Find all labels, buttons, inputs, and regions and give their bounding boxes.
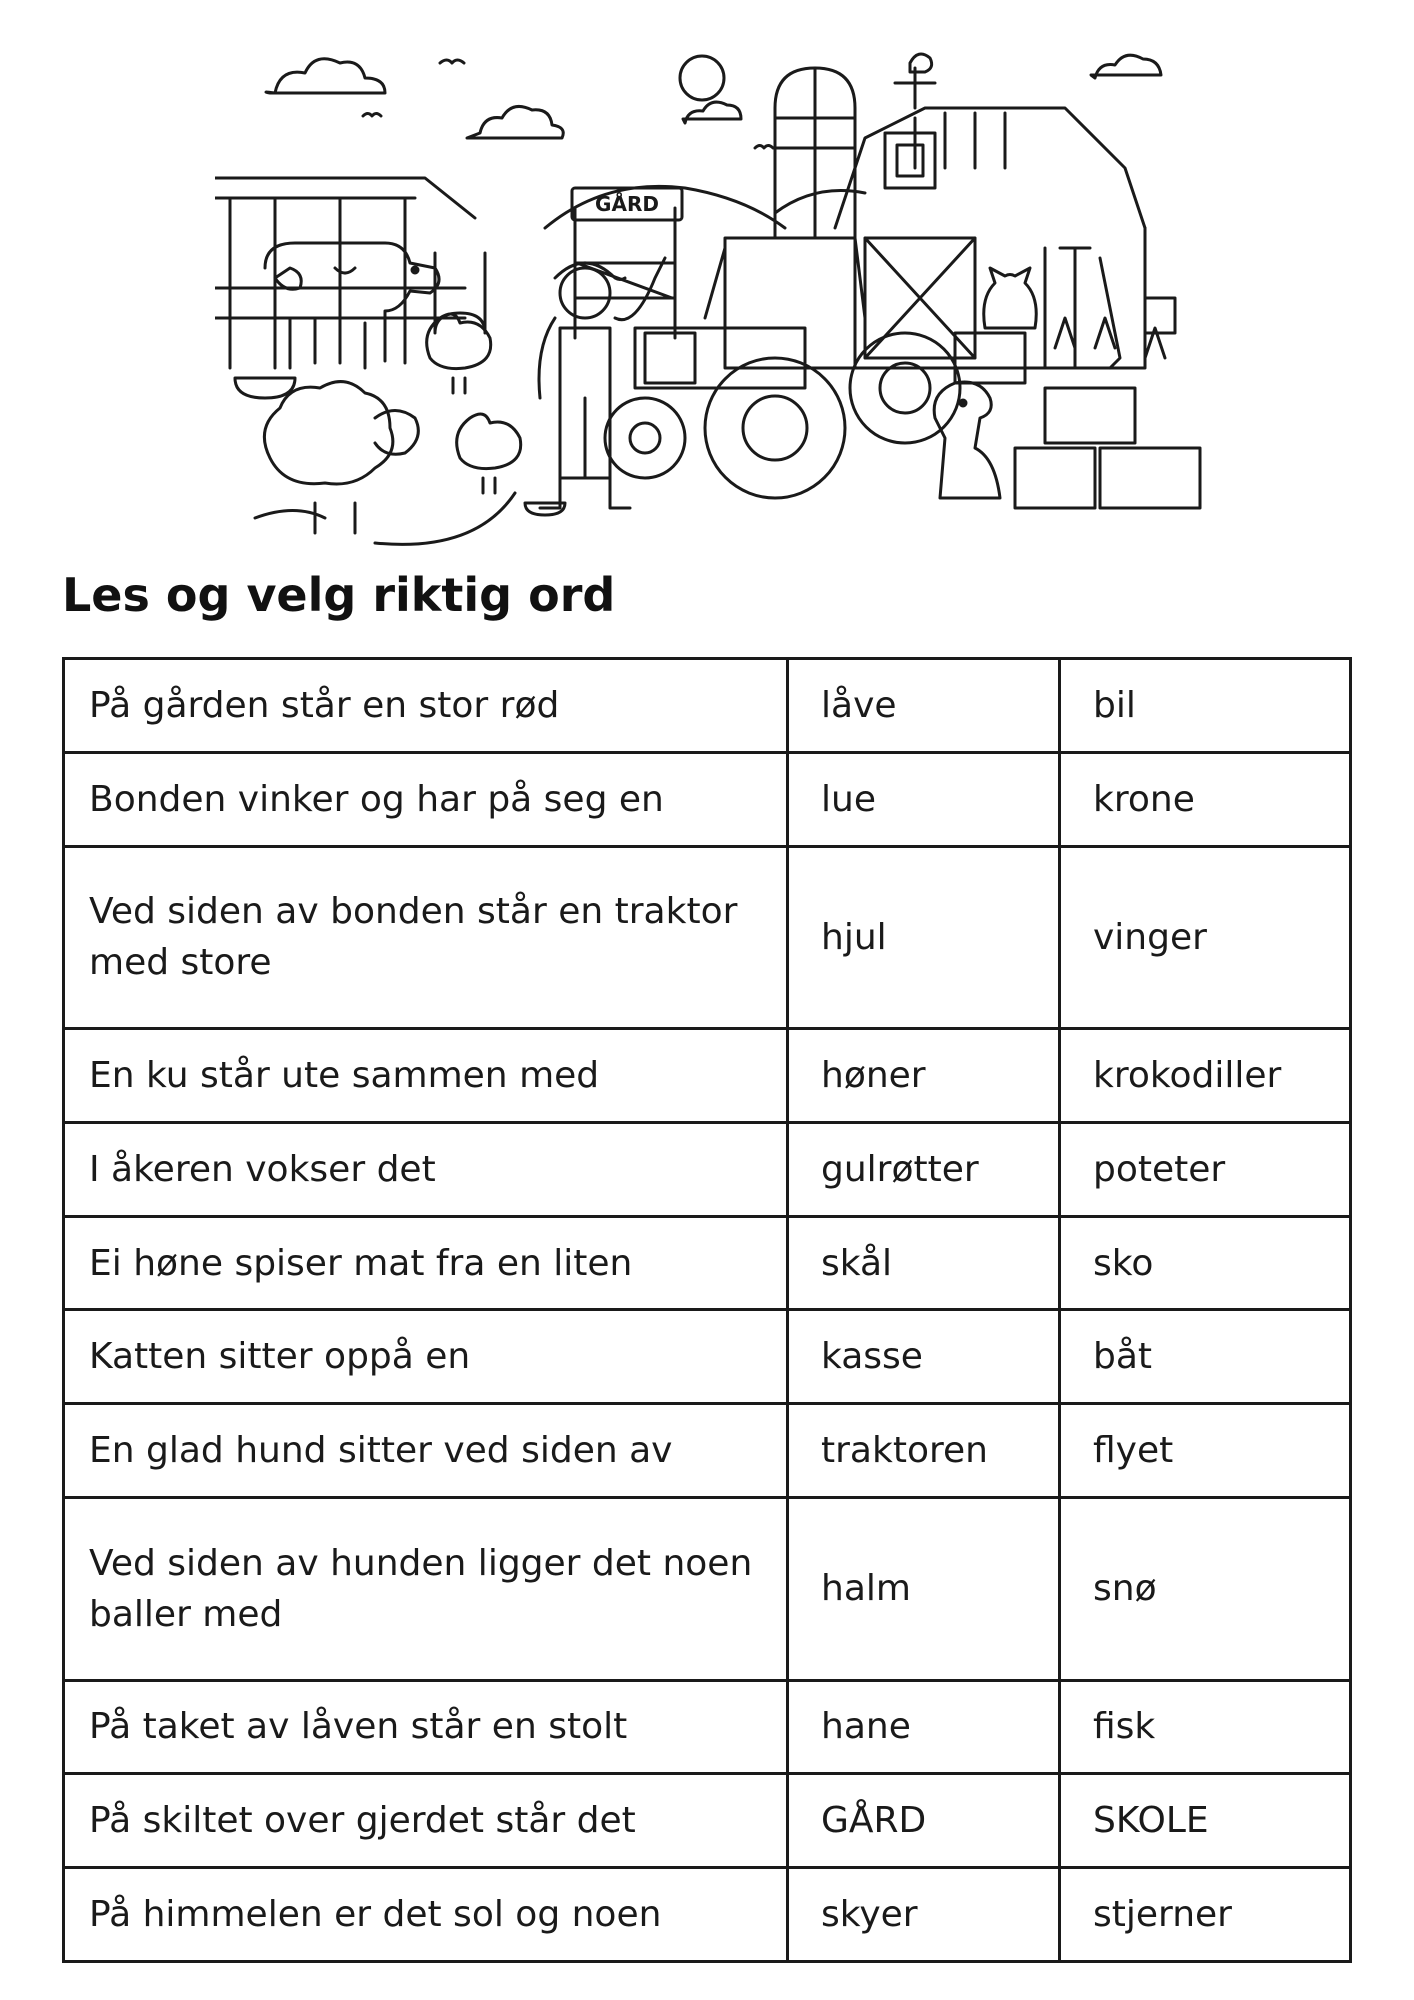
table-row [64,752,1351,846]
sentence-cell: En ku står ute sammen med [64,1029,788,1123]
option-2-cell[interactable]: vinger [1060,846,1351,1028]
table-row [64,1774,1351,1868]
sentence-cell: På skiltet over gjerdet står det [64,1774,788,1868]
option-2-cell[interactable]: poteter [1060,1122,1351,1216]
option-1-cell[interactable]: GÅRD [788,1774,1060,1868]
hay-bale-icon [1015,388,1200,508]
cloud-icon [467,106,563,138]
sentence-cell: Ei høne spiser mat fra en liten [64,1216,788,1310]
option-1-cell[interactable]: høner [788,1029,1060,1123]
bird-icon [755,146,773,149]
option-1-cell[interactable]: skål [788,1216,1060,1310]
svg-text:GÅRD: GÅRD [595,192,659,216]
sentence-cell: På taket av låven står en stolt [64,1680,788,1774]
option-2-cell[interactable]: SKOLE [1060,1774,1351,1868]
sun-icon [680,56,724,100]
bird-icon [363,114,381,117]
option-1-cell[interactable]: kasse [788,1310,1060,1404]
option-2-cell[interactable]: sko [1060,1216,1351,1310]
cat-icon [984,268,1037,328]
sentence-cell: Bonden vinker og har på seg en [64,752,788,846]
cloud-icon [266,59,385,93]
option-2-cell[interactable]: bil [1060,659,1351,753]
dog-icon [934,382,1000,498]
sentence-cell: Ved siden av bonden står en traktor med store [64,846,788,1028]
bird-icon [440,60,464,63]
table-row [64,1122,1351,1216]
sentence-cell: På gården står en stor rød [64,659,788,753]
word-choice-table [62,657,1352,1963]
sentence-cell: Katten sitter oppå en [64,1310,788,1404]
option-2-cell[interactable]: båt [1060,1310,1351,1404]
table-row [64,1680,1351,1774]
cloud-icon [1091,55,1161,78]
hen-icon [457,414,521,493]
carrot-icon [1055,318,1165,358]
option-2-cell[interactable]: snø [1060,1498,1351,1680]
table-row [64,1216,1351,1310]
sentence-cell: Ved siden av hunden ligger det noen baller med [64,1498,788,1680]
table-row [64,1404,1351,1498]
option-2-cell[interactable]: stjerner [1060,1868,1351,1962]
option-1-cell[interactable]: halm [788,1498,1060,1680]
option-1-cell[interactable]: skyer [788,1868,1060,1962]
option-1-cell[interactable]: hane [788,1680,1060,1774]
option-2-cell[interactable]: fisk [1060,1680,1351,1774]
barn-icon [835,108,1145,228]
option-1-cell[interactable]: lue [788,752,1060,846]
option-2-cell[interactable]: krokodiller [1060,1029,1351,1123]
sentence-cell: En glad hund sitter ved siden av [64,1404,788,1498]
option-1-cell[interactable]: gulrøtter [788,1122,1060,1216]
option-1-cell[interactable]: låve [788,659,1060,753]
table-row [64,1498,1351,1680]
bowl-icon [235,378,295,398]
table-row [64,1310,1351,1404]
option-2-cell[interactable]: flyet [1060,1404,1351,1498]
option-2-cell[interactable]: krone [1060,752,1351,846]
table-row [64,846,1351,1028]
option-1-cell[interactable]: hjul [788,846,1060,1028]
cow-icon [265,243,439,368]
table-row [64,1029,1351,1123]
table-row [64,659,1351,753]
option-1-cell[interactable]: traktoren [788,1404,1060,1498]
table-row [64,1868,1351,1962]
worksheet-title: Les og velg riktig ord [62,568,616,622]
cloud-icon [683,102,741,123]
sentence-cell: I åkeren vokser det [64,1122,788,1216]
sentence-cell: På himmelen er det sol og noen [64,1868,788,1962]
farm-illustration [215,38,1215,558]
rooster-icon [895,54,935,108]
